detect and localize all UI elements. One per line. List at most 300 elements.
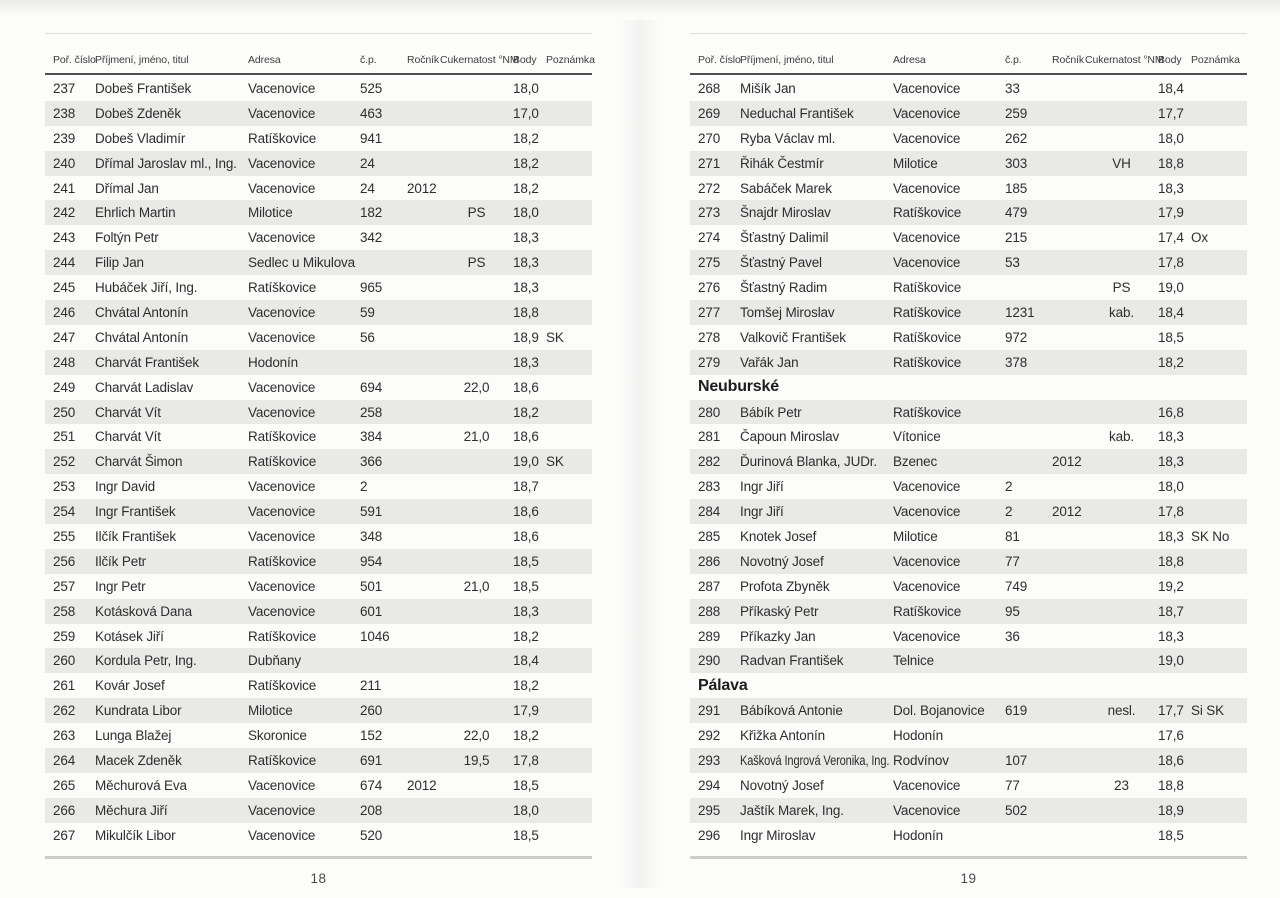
col-house-no: 185 [1005, 180, 1028, 196]
col-number: 266 [53, 802, 76, 818]
col-number: 261 [53, 678, 76, 694]
col-number: 276 [698, 280, 721, 296]
col-address: Vacenovice [248, 603, 316, 619]
col-address: Vacenovice [893, 130, 961, 146]
table-row [45, 275, 592, 300]
table-row [45, 225, 592, 250]
page-number: 19 [960, 870, 977, 886]
table-header [690, 34, 1247, 73]
col-name: Filip Jan [95, 255, 144, 271]
col-number: 280 [698, 404, 721, 420]
col-number: 259 [53, 628, 76, 644]
col-points: 18,0 [1158, 479, 1184, 495]
col-sugar: PS [467, 255, 486, 271]
table-row [45, 574, 592, 599]
col-sugar: PS [467, 205, 486, 221]
col-address: Vacenovice [893, 255, 961, 271]
col-house-no: 260 [360, 703, 383, 719]
col-number: 270 [698, 130, 721, 146]
col-number: 263 [53, 728, 76, 744]
col-name: Dobeš František [95, 80, 192, 96]
col-points: 16,8 [1158, 404, 1184, 420]
col-number: 289 [698, 628, 721, 644]
col-name: Dřímal Jan [95, 180, 159, 196]
col-address: Vacenovice [893, 180, 961, 196]
table-row [690, 773, 1247, 798]
table-row [45, 400, 592, 425]
col-number: 255 [53, 528, 76, 544]
table-row [690, 599, 1247, 624]
table-row [45, 300, 592, 325]
table-bottom-rule [45, 856, 592, 859]
col-number: 250 [53, 404, 76, 420]
col-house-no: 211 [360, 678, 382, 694]
table-row [45, 748, 592, 773]
col-name: Ehrlich Martin [95, 205, 176, 221]
col-name: Bábík Petr [740, 404, 802, 420]
col-name: Příkaský Petr [740, 603, 819, 619]
col-points: 19,2 [1158, 578, 1184, 594]
col-number: 256 [53, 553, 76, 569]
table-row [45, 524, 592, 549]
col-number: 267 [53, 827, 76, 843]
table-row [45, 599, 592, 624]
col-points: 18,4 [1158, 304, 1184, 320]
col-points: 17,7 [1158, 105, 1184, 121]
col-house-no: 24 [360, 180, 375, 196]
col-sugar: 22,0 [463, 728, 490, 744]
col-house-no: 182 [360, 205, 383, 221]
col-house-no: 81 [1005, 528, 1020, 544]
col-name: Ingr Miroslav [740, 827, 816, 843]
col-points: 18,7 [1158, 603, 1184, 619]
col-number: 279 [698, 354, 721, 370]
col-name: Hubáček Jiří, Ing. [95, 280, 198, 296]
col-number: 285 [698, 528, 721, 544]
header-col-name: Příjmení, jméno, titul [740, 54, 834, 66]
col-name: Foltýn Petr [95, 230, 159, 246]
col-number: 278 [698, 329, 721, 345]
col-house-no: 152 [360, 728, 383, 744]
col-name: Kašková Ingrová Veronika, Ing. [740, 752, 890, 768]
col-points: 17,9 [1158, 205, 1184, 221]
col-name: Kundrata Libor [95, 703, 182, 719]
col-address: Ratíškovice [248, 280, 317, 296]
col-points: 18,3 [1158, 180, 1184, 196]
header-col-note: Poznámka [1191, 54, 1240, 66]
header-col-points: Body [513, 54, 537, 66]
table-header [45, 34, 595, 73]
col-points: 18,8 [1158, 155, 1184, 171]
table-row [690, 823, 1247, 848]
col-number: 258 [53, 603, 76, 619]
col-points: 17,6 [1158, 728, 1184, 744]
col-house-no: 77 [1005, 553, 1020, 569]
col-points: 18,6 [1158, 752, 1184, 768]
col-sugar: 21,0 [463, 578, 490, 594]
header-col-name: Příjmení, jméno, titul [95, 54, 189, 66]
col-house-no: 954 [360, 553, 383, 569]
col-house-no: 259 [1005, 105, 1028, 121]
col-number: 238 [53, 105, 76, 121]
table-row [690, 424, 1247, 449]
col-house-no: 520 [360, 827, 383, 843]
col-number: 244 [53, 255, 76, 271]
col-points: 18,2 [513, 678, 539, 694]
col-points: 18,5 [1158, 827, 1184, 843]
col-points: 17,0 [513, 105, 539, 121]
section-header: Neuburské [698, 378, 779, 396]
col-name: Novotný Josef [740, 777, 824, 793]
table-row [45, 723, 592, 748]
col-name: Dobeš Vladimír [95, 130, 186, 146]
col-points: 18,8 [1158, 777, 1184, 793]
table-row [45, 499, 592, 524]
col-points: 18,2 [513, 628, 539, 644]
col-name: Charvát Ladislav [95, 379, 194, 395]
col-address: Vacenovice [893, 479, 961, 495]
col-address: Ratíškovice [248, 429, 317, 445]
col-house-no: 479 [1005, 205, 1028, 221]
col-house-no: 77 [1005, 777, 1020, 793]
col-sugar: VH [1112, 155, 1131, 171]
table-bottom-rule [690, 856, 1247, 859]
col-number: 284 [698, 504, 721, 520]
col-house-no: 965 [360, 280, 383, 296]
col-sugar: 19,5 [463, 752, 490, 768]
col-points: 18,2 [513, 130, 539, 146]
table-row [690, 524, 1247, 549]
col-name: Měchurová Eva [95, 777, 187, 793]
col-points: 18,5 [513, 553, 539, 569]
col-number: 249 [53, 379, 76, 395]
header-col-sugar: Cukernatost °NM [1085, 54, 1164, 66]
col-points: 17,4 [1158, 230, 1184, 246]
col-number: 257 [53, 578, 76, 594]
table-row [690, 798, 1247, 823]
scan-top-shadow [0, 0, 1280, 16]
col-points: 18,2 [1158, 354, 1184, 370]
table-row [690, 250, 1247, 275]
table-body [45, 76, 592, 848]
col-points: 19,0 [1158, 653, 1184, 669]
col-number: 274 [698, 230, 721, 246]
table-row [45, 474, 592, 499]
col-number: 282 [698, 454, 721, 470]
table-row [690, 350, 1247, 375]
col-address: Ratíškovice [893, 404, 962, 420]
col-points: 18,9 [513, 329, 539, 345]
col-number: 237 [53, 80, 76, 96]
table-row [690, 225, 1247, 250]
col-sugar: PS [1112, 280, 1131, 296]
col-address: Milotice [893, 528, 938, 544]
table-row [45, 250, 592, 275]
col-name: Kordula Petr, Ing. [95, 653, 197, 669]
col-number: 246 [53, 304, 76, 320]
table-row [690, 648, 1247, 673]
table-row [45, 101, 592, 126]
col-points: 18,2 [513, 155, 539, 171]
col-points: 18,3 [513, 230, 539, 246]
col-name: Ingr František [95, 504, 176, 520]
col-name: Řihák Čestmír [740, 155, 824, 171]
col-name: Mikulčík Libor [95, 827, 176, 843]
header-col-address: Adresa [248, 54, 281, 66]
col-house-no: 59 [360, 304, 375, 320]
col-name: Měchura Jiří [95, 802, 168, 818]
table-row [45, 549, 592, 574]
col-house-no: 619 [1005, 703, 1028, 719]
col-number: 241 [53, 180, 76, 196]
col-points: 18,6 [513, 504, 539, 520]
col-house-no: 591 [360, 504, 383, 520]
col-number: 291 [698, 703, 721, 719]
col-number: 281 [698, 429, 721, 445]
col-name: Profota Zbyněk [740, 578, 830, 594]
col-address: Vacenovice [248, 304, 316, 320]
col-name: Ingr Jiří [740, 504, 784, 520]
col-name: Ingr David [95, 479, 156, 495]
col-house-no: 56 [360, 329, 375, 345]
col-address: Vacenovice [893, 777, 961, 793]
col-name: Kotásková Dana [95, 603, 192, 619]
col-address: Hodonín [893, 728, 943, 744]
col-number: 286 [698, 553, 721, 569]
table-row [690, 300, 1247, 325]
col-number: 268 [698, 80, 721, 96]
col-address: Skoronice [248, 728, 307, 744]
col-house-no: 463 [360, 105, 383, 121]
col-name: Macek Zdeněk [95, 752, 182, 768]
col-address: Hodonín [248, 354, 298, 370]
col-name: Tomšej Miroslav [740, 304, 835, 320]
col-name: Knotek Josef [740, 528, 817, 544]
col-address: Dubňany [248, 653, 301, 669]
table-row [690, 275, 1247, 300]
col-points: 18,5 [513, 827, 539, 843]
col-number: 243 [53, 230, 76, 246]
table-row [690, 698, 1247, 723]
col-house-no: 749 [1005, 578, 1028, 594]
col-name: Sabáček Marek [740, 180, 832, 196]
col-address: Vacenovice [248, 802, 316, 818]
col-points: 18,5 [1158, 329, 1184, 345]
col-name: Ďurinová Blanka, JUDr. [740, 454, 878, 470]
col-points: 17,8 [513, 752, 539, 768]
col-number: 251 [53, 429, 76, 445]
col-number: 288 [698, 603, 721, 619]
col-name: Ilčík František [95, 528, 177, 544]
col-name: Radvan František [740, 653, 844, 669]
table-header-rule [45, 73, 592, 75]
col-house-no: 107 [1005, 752, 1028, 768]
col-address: Vacenovice [248, 777, 316, 793]
col-points: 18,3 [513, 280, 539, 296]
col-address: Vacenovice [893, 802, 961, 818]
col-house-no: 384 [360, 429, 383, 445]
col-address: Vítonice [893, 429, 941, 445]
col-number: 295 [698, 802, 721, 818]
table-body [690, 76, 1247, 848]
col-points: 18,4 [1158, 80, 1184, 96]
col-address: Ratíškovice [893, 329, 962, 345]
col-name: Chvátal Antonín [95, 329, 189, 345]
table-row [690, 101, 1247, 126]
table-header-rule [690, 73, 1247, 75]
col-number: 245 [53, 280, 76, 296]
table-row [690, 449, 1247, 474]
col-address: Vacenovice [248, 180, 316, 196]
table-row [45, 126, 592, 151]
table-row [45, 648, 592, 673]
col-points: 19,0 [513, 454, 539, 470]
col-name: Dobeš Zdeněk [95, 105, 182, 121]
scan-page-left [45, 33, 595, 886]
col-year: 2012 [1052, 454, 1082, 470]
col-address: Vacenovice [893, 628, 961, 644]
col-house-no: 1046 [360, 628, 390, 644]
col-name: Ingr Petr [95, 578, 146, 594]
col-address: Vacenovice [893, 230, 961, 246]
header-col-house-no: č.p. [360, 54, 377, 66]
col-number: 239 [53, 130, 76, 146]
col-house-no: 24 [360, 155, 375, 171]
col-address: Ratíškovice [893, 304, 962, 320]
header-col-sugar: Cukernatost °NM [440, 54, 519, 66]
col-points: 18,8 [1158, 553, 1184, 569]
col-name: Šťastný Radim [740, 280, 828, 296]
table-row [45, 200, 592, 225]
col-house-no: 501 [360, 578, 383, 594]
col-number: 265 [53, 777, 76, 793]
col-points: 18,3 [1158, 454, 1184, 470]
col-number: 283 [698, 479, 721, 495]
header-col-year: Ročník [407, 54, 440, 66]
col-note: SK [546, 454, 564, 470]
table-row [690, 499, 1247, 524]
table-row [45, 424, 592, 449]
scan-page-right [690, 33, 1247, 886]
col-name: Charvát Vít [95, 429, 161, 445]
col-name: Charvát František [95, 354, 199, 370]
table-row [45, 449, 592, 474]
col-address: Ratíškovice [893, 205, 962, 221]
col-number: 240 [53, 155, 76, 171]
col-year: 2012 [407, 180, 437, 196]
col-number: 271 [698, 155, 721, 171]
col-points: 18,3 [513, 603, 539, 619]
col-number: 290 [698, 653, 721, 669]
table-row [690, 325, 1247, 350]
col-house-no: 342 [360, 230, 383, 246]
col-name: Ryba Václav ml. [740, 130, 836, 146]
col-number: 277 [698, 304, 721, 320]
col-address: Vacenovice [893, 105, 961, 121]
col-number: 269 [698, 105, 721, 121]
col-number: 296 [698, 827, 721, 843]
col-house-no: 694 [360, 379, 383, 395]
header-col-house-no: č.p. [1005, 54, 1022, 66]
col-points: 18,3 [513, 354, 539, 370]
col-points: 18,3 [1158, 429, 1184, 445]
col-sugar: 23 [1114, 777, 1129, 793]
page-number: 18 [310, 870, 327, 886]
col-name: Novotný Josef [740, 553, 824, 569]
col-house-no: 2 [1005, 479, 1013, 495]
col-number: 262 [53, 703, 76, 719]
col-house-no: 941 [360, 130, 383, 146]
table-row [690, 200, 1247, 225]
col-points: 18,2 [513, 180, 539, 196]
header-col-number: Poř. číslo [698, 54, 741, 66]
header-col-number: Poř. číslo [53, 54, 96, 66]
col-address: Ratíškovice [893, 280, 962, 296]
col-points: 18,0 [513, 802, 539, 818]
col-points: 18,0 [1158, 130, 1184, 146]
col-name: Mišík Jan [740, 80, 796, 96]
col-house-no: 378 [1005, 354, 1028, 370]
col-house-no: 36 [1005, 628, 1020, 644]
col-name: Chvátal Antonín [95, 304, 189, 320]
col-points: 18,7 [513, 479, 539, 495]
col-name: Jaštík Marek, Ing. [740, 802, 844, 818]
col-house-no: 674 [360, 777, 383, 793]
col-address: Vacenovice [248, 80, 316, 96]
col-address: Vacenovice [248, 155, 316, 171]
col-name: Šťastný Dalimil [740, 230, 829, 246]
table-row [45, 798, 592, 823]
header-col-address: Adresa [893, 54, 926, 66]
book-gutter-shadow [618, 20, 662, 888]
col-house-no: 215 [1005, 230, 1028, 246]
col-name: Příkazky Jan [740, 628, 816, 644]
col-address: Vacenovice [248, 105, 316, 121]
section-header: Pálava [698, 676, 748, 694]
col-points: 17,8 [1158, 255, 1184, 271]
col-points: 18,2 [513, 404, 539, 420]
col-address: Vacenovice [248, 379, 316, 395]
col-points: 17,8 [1158, 504, 1184, 520]
col-points: 18,4 [513, 653, 539, 669]
col-address: Vacenovice [248, 404, 316, 420]
col-number: 264 [53, 752, 76, 768]
col-number: 247 [53, 329, 76, 345]
table-row [690, 126, 1247, 151]
table-row [690, 723, 1247, 748]
col-address: Vacenovice [248, 329, 316, 345]
table-row [690, 474, 1247, 499]
col-points: 19,0 [1158, 280, 1184, 296]
col-name: Dřímal Jaroslav ml., Ing. [95, 155, 237, 171]
col-points: 17,7 [1158, 703, 1184, 719]
col-points: 18,6 [513, 528, 539, 544]
col-number: 253 [53, 479, 76, 495]
col-points: 18,2 [513, 728, 539, 744]
col-number: 252 [53, 454, 76, 470]
col-address: Vacenovice [248, 827, 316, 843]
col-address: Rodvínov [893, 752, 949, 768]
table-row [690, 549, 1247, 574]
col-points: 18,0 [513, 205, 539, 221]
table-row [690, 151, 1247, 176]
table-row [45, 350, 592, 375]
col-sugar: kab. [1109, 304, 1134, 320]
col-sugar: 21,0 [463, 429, 490, 445]
col-address: Ratíškovice [248, 553, 317, 569]
table-row [690, 574, 1247, 599]
table-row [45, 698, 592, 723]
